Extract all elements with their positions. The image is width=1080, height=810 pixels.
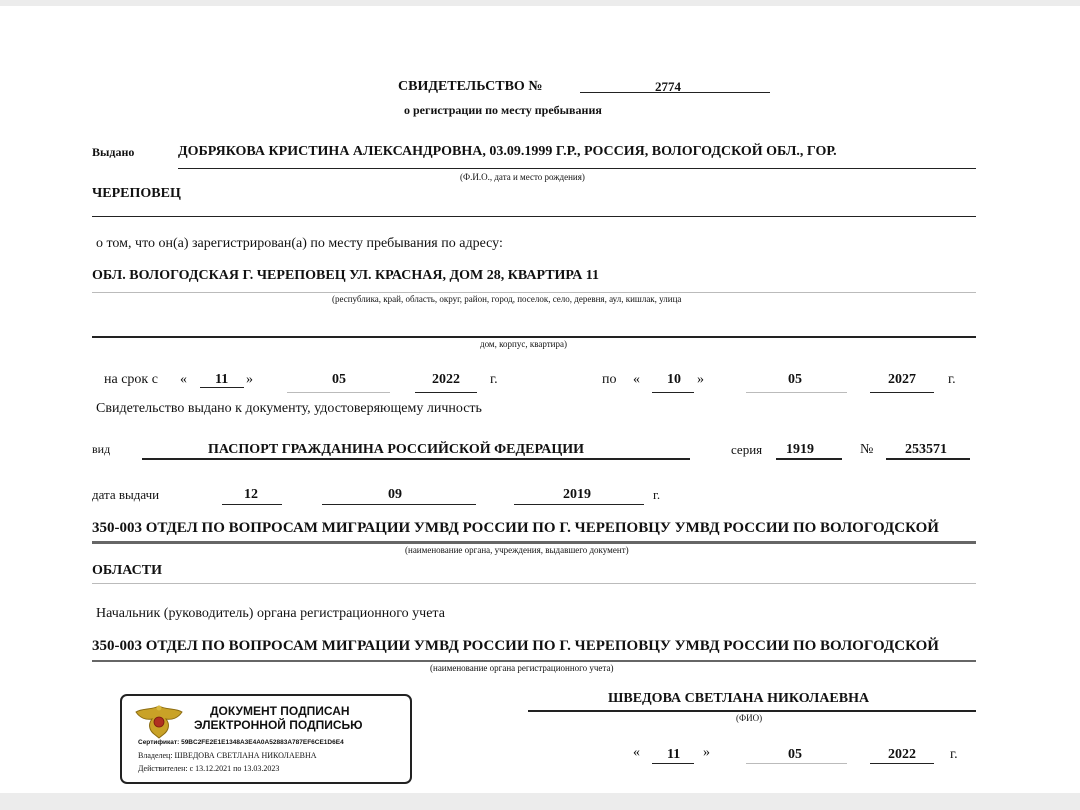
document-type-label: вид xyxy=(92,442,111,456)
stamp-owner: Владелец: ШВЕДОВА СВЕТЛАНА НИКОЛАЕВНА xyxy=(138,751,317,760)
registrar-name-caption: (ФИО) xyxy=(736,713,763,723)
term-from-month: 05 xyxy=(332,372,346,387)
sign-year: 2022 xyxy=(888,747,916,762)
issued-person-line1: ДОБРЯКОВА КРИСТИНА АЛЕКСАНДРОВНА, 03.09.1999 Г.Р., РОССИЯ, ВОЛОГОДСКОЙ ОБЛ., ГОР. xyxy=(178,144,837,159)
term-to-day: 10 xyxy=(667,372,681,387)
electronic-signature-stamp xyxy=(120,694,412,784)
term-to-open-quote: « xyxy=(633,372,640,387)
issue-date-label: дата выдачи xyxy=(92,487,160,502)
mvd-eagle-emblem-icon xyxy=(134,702,184,740)
registrar-name: ШВЕДОВА СВЕТЛАНА НИКОЛАЕВНА xyxy=(608,691,870,706)
term-from-day: 11 xyxy=(215,372,229,387)
term-from-close-quote: » xyxy=(246,372,253,387)
issued-label: Выдано xyxy=(92,145,135,159)
document-number-label: № xyxy=(860,442,874,457)
certificate-number: 2774 xyxy=(655,79,681,94)
issue-year: 2019 xyxy=(563,487,591,502)
registrar-org: 350-003 ОТДЕЛ ПО ВОПРОСАМ МИГРАЦИИ УМВД РОССИИ ПО Г. ЧЕРЕПОВЦУ УМВД РОССИИ ПО ВОЛОГОДСКОЙ xyxy=(92,638,939,654)
term-from-year-line xyxy=(415,392,477,393)
sign-year-suffix: г. xyxy=(950,747,958,762)
document-number-line xyxy=(886,458,970,460)
issued-person-line2: ЧЕРЕПОВЕЦ xyxy=(92,186,181,201)
term-to-year-line xyxy=(870,392,934,393)
registrar-org-underline xyxy=(92,660,976,662)
issued-caption: (Ф.И.О., дата и место рождения) xyxy=(460,172,585,182)
issuer-caption: (наименование органа, учреждения, выдавшего документ) xyxy=(405,545,629,555)
issuer-line2: ОБЛАСТИ xyxy=(92,563,162,578)
document-intro: Свидетельство выдано к документу, удостоверяющему личность xyxy=(96,401,482,416)
document-type-line xyxy=(142,458,690,460)
document-number: 253571 xyxy=(905,442,947,457)
address-value: ОБЛ. ВОЛОГОДСКАЯ Г. ЧЕРЕПОВЕЦ УЛ. КРАСНАЯ, ДОМ 28, КВАРТИРА 11 xyxy=(92,268,600,283)
address-caption-2: дом, корпус, квартира) xyxy=(480,339,567,349)
issued-line2-underline xyxy=(92,216,790,217)
term-from-day-line xyxy=(200,387,244,388)
term-to-day-line xyxy=(652,392,694,393)
registrar-intro: Начальник (руководитель) органа регистрационного учета xyxy=(96,606,445,621)
sign-year-line xyxy=(870,763,934,764)
address-underline-2 xyxy=(92,336,976,338)
document-series-label: серия xyxy=(731,442,763,457)
address-caption-1: (республика, край, область, округ, район, город, поселок, село, деревня, аул, кишлак, улица xyxy=(332,294,682,304)
term-to-year: 2027 xyxy=(888,372,916,387)
certificate-subtitle: о регистрации по месту пребывания xyxy=(404,103,602,117)
issue-year-line xyxy=(514,504,644,505)
stamp-valid: Действителен: с 13.12.2021 по 13.03.2023 xyxy=(138,764,280,773)
issue-year-suffix: г. xyxy=(653,487,661,502)
issue-month: 09 xyxy=(388,487,402,502)
term-to-month: 05 xyxy=(788,372,802,387)
document-series: 1919 xyxy=(786,442,814,457)
term-to-month-line xyxy=(746,392,847,393)
issue-month-line xyxy=(322,504,476,505)
certificate-page xyxy=(0,6,1080,793)
term-from-month-line xyxy=(287,392,390,393)
stamp-certificate: Сертификат: 59BC2FE2E1E1348A3E4A0A52883A787EF6CE1D6E4 xyxy=(138,739,344,746)
issuer-line1: 350-003 ОТДЕЛ ПО ВОПРОСАМ МИГРАЦИИ УМВД РОССИИ ПО Г. ЧЕРЕПОВЦУ УМВД РОССИИ ПО ВОЛОГОДСКОЙ xyxy=(92,520,939,536)
sign-date-open-quote: « xyxy=(633,745,640,760)
issue-day-line xyxy=(222,504,282,505)
sign-date-close-quote: » xyxy=(703,745,710,760)
issuer-line2-underline xyxy=(92,583,976,584)
document-type-value: ПАСПОРТ ГРАЖДАНИНА РОССИЙСКОЙ ФЕДЕРАЦИИ xyxy=(208,442,584,457)
registrar-name-underline xyxy=(528,710,976,712)
term-label: на срок с xyxy=(104,372,158,387)
issued-line2-underline-end xyxy=(790,216,976,217)
document-series-line xyxy=(776,458,842,460)
term-to-label: по xyxy=(602,372,617,387)
term-from-open-quote: « xyxy=(180,372,187,387)
term-from-year: 2022 xyxy=(432,372,460,387)
certificate-title: СВИДЕТЕЛЬСТВО № xyxy=(398,79,543,94)
term-to-close-quote: » xyxy=(697,372,704,387)
registrar-caption: (наименование органа регистрационного учета) xyxy=(430,663,614,673)
issue-day: 12 xyxy=(244,487,258,502)
stamp-title-1: ДОКУМЕНТ ПОДПИСАН xyxy=(210,704,350,718)
sign-day-line xyxy=(652,763,694,764)
term-from-year-suffix: г. xyxy=(490,372,498,387)
address-underline xyxy=(92,292,976,293)
sign-month-line xyxy=(746,763,847,764)
address-intro: о том, что он(а) зарегистрирован(а) по месту пребывания по адресу: xyxy=(96,236,503,251)
issued-line1-underline xyxy=(178,168,858,169)
stamp-title-2: ЭЛЕКТРОННОЙ ПОДПИСЬЮ xyxy=(194,718,363,732)
sign-day: 11 xyxy=(667,747,681,762)
sign-month: 05 xyxy=(788,747,802,762)
issued-line1-underline-end xyxy=(858,168,976,169)
issuer-line1-underline xyxy=(92,541,976,544)
term-to-year-suffix: г. xyxy=(948,372,956,387)
certificate-number-line xyxy=(580,92,770,93)
